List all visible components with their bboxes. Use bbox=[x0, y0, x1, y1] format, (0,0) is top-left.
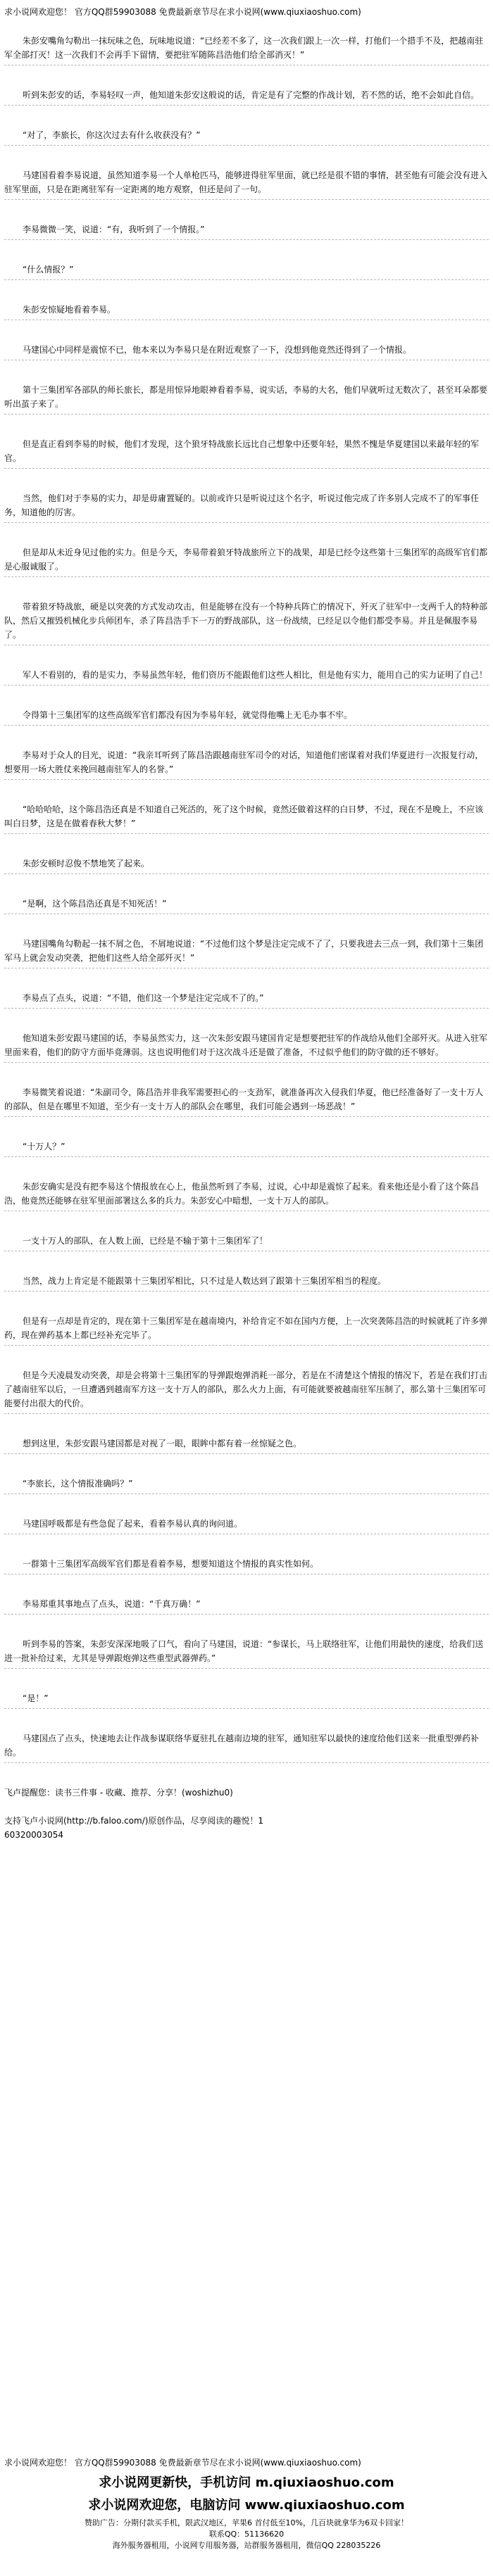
site-notice: 求小说网欢迎您！ 官方QQ群59903088 免费最新章节尽在求小说网(www.qiuxiaoshuo.com) bbox=[4, 7, 361, 17]
paragraph: 他知道朱彭安跟马建国的话，李易虽然实力，这一次朱彭安跟马建国肯定是想要把驻军的作战给从他们全部歼灭。从进入驻军里面来看，他们的防守方面毕竟薄弱。这也说明他们对于这次战斗还是做了准备，不过似乎他们的防守做的还不够好。 bbox=[4, 1031, 489, 1063]
paragraph: “是啊，这个陈昌浩还真是不知死活！” bbox=[4, 897, 489, 914]
paragraph: 马建国嘴角勾勒起一抹不屑之色，不屑地说道：“不过他们这个梦是注定完成不了了，只要我进去三点一到，我们第十三集团军马上就会发动突袭，把他们这些人给全部歼灭！” bbox=[4, 937, 489, 968]
paragraph: “十万人？” bbox=[4, 1139, 489, 1157]
paragraph: 但是直正看到李易的时候，他们才发现，这个狼牙特战旅长远比自己想象中还要年轻，果然不愧是华夏建国以来最年轻的军官。 bbox=[4, 437, 489, 469]
paragraph: 但是今天凌晨发动突袭，却是会将第十三集团军的导弹跟炮弹消耗一部分，若是在不清楚这个情报的情况下，若是在我们打击了越南驻军以后，一旦遭遇到越南军方这一支十万人的部队，那么火力上面，有可能就要被越南驻军压制了，那么第十三集团军可能要付出很大的代价。 bbox=[4, 1368, 489, 1414]
paragraph: “哈哈哈哈，这个陈昌浩还真是不知道自己死活的，死了这个时候，竟然还做着这样的白日梦，不过，现在不是晚上，不应该叫白日梦，这是在做着春秋大梦！” bbox=[4, 802, 489, 834]
paragraph: 军人不看别的，看的是实力，李易虽然年轻，他们资历不能跟他们这些人相比，但是他有实力，能用自己的实力证明了自己！ bbox=[4, 668, 489, 686]
paragraph: 李易郑重其事地点了点头，说道：“千真万确！” bbox=[4, 1597, 489, 1615]
footer-ad[interactable]: 海外服务器租用，小说网专用服务器，站群服务器租用，微信QQ 228035226 bbox=[112, 2541, 381, 2550]
paragraph: 马建国呼吸都是有些急促了起来，看着李易认真的询问道。 bbox=[4, 1517, 489, 1534]
footer-notice: 求小说网欢迎您！ 官方QQ群59903088 免费最新章节尽在求小说网(www.qiuxiaoshuo.com) bbox=[4, 2458, 361, 2468]
paragraph: 朱彭安惊疑地看着李易。 bbox=[4, 303, 489, 320]
paragraph: 朱彭安嘴角勾勒出一抹玩味之色，玩味地说道：“已经差不多了，这一次我们跟上一次一样，打他们一个措手不及，把越南驻军全部打灭！这一次我们不会再手下留情，要把驻军随陈昌浩他们给全部消灭！” bbox=[4, 34, 489, 65]
footer-pc-link[interactable]: 求小说网欢迎您，电脑访问 www.qiuxiaoshuo.com bbox=[88, 2498, 405, 2513]
paragraph: 带着狼牙特战旅，硬是以突袭的方式发动攻击，但是能够在没有一个特种兵阵亡的情况下，歼灭了驻军中一支两千人的特种部队，然后又摧毁机械化步兵师团车，杀了阵昌浩手下一万的野战部队，这一份战绩，已经足以令他们都受李易。并且是佩服李易了。 bbox=[4, 600, 489, 645]
paragraph: 听到朱彭安的话，李易轻叹一声，他知道朱彭安这般说的话，肯定是有了完整的作战计划，若不然的话，绝不会如此自信。 bbox=[4, 88, 489, 106]
footer-contact: 联系QQ：51136620 bbox=[208, 2530, 285, 2539]
chapter-content bbox=[0, 20, 493, 1842]
paragraph: 听到李易的答案，朱彭安深深地吸了口气，看向了马建国，说道：“参谋长，马上联络驻军，让他们用最快的速度，给我们送进一批补给过来，尤其是导弹跟炮弹这些重型武器弹药。” bbox=[4, 1637, 489, 1669]
site-footer bbox=[0, 2456, 493, 2551]
paragraph: “对了，李旅长，你这次过去有什么收获没有？” bbox=[4, 128, 489, 146]
paragraph: 朱彭安顿时忍俊不禁地笑了起来。 bbox=[4, 857, 489, 874]
paragraph: 当然，战力上肯定是不能跟第十三集团军相比，只不过是人数达到了跟第十三集团军相当的程度。 bbox=[4, 1274, 489, 1292]
footer-mobile-link[interactable]: 求小说网更新快，手机访问 m.qiuxiaoshuo.com bbox=[99, 2475, 394, 2490]
paragraph: 马建国点了点头，快速地去让作战参谋联络华夏驻扎在越南边境的驻军，通知驻军以最快的速度给他们送来一批重型弹药补给。 bbox=[4, 1731, 489, 1763]
paragraph: 第十三集团军各部队的师长旅长，都是用惊异地眼神看着李易，说实话，李易的大名，他们早就听过无数次了，甚至耳朵都要听出茧子来了。 bbox=[4, 383, 489, 415]
paragraph: 朱彭安确实是没有把李易这个情报放在心上，他虽然听到了李易，过说，心中却是震惊了起来。看来他还是小看了这个陈昌浩，他竟然还能够在驻军里面部署这么多的兵力。朱彭安心中暗想，一支十万人的部队。 bbox=[4, 1180, 489, 1211]
paragraph: 令得第十三集团军的这些高级军官们都没有因为李易年轻，就觉得他嘴上无毛办事不牢。 bbox=[4, 708, 489, 726]
closing-reminder: 飞卢提醒您：读书三件事 - 收藏、推荐、分享！(woshizhu0) bbox=[4, 1788, 233, 1798]
paragraph: 李易点了点头，说道：“不错，他们这一个梦是注定完成不了的。” bbox=[4, 991, 489, 1009]
paragraph: 马建国心中同样是震惊不已，他本来以为李易只是在附近观察了一下，没想到他竟然还得到了一个情报。 bbox=[4, 343, 489, 360]
paragraph: 李易对于众人的目光，说道：“我亲耳听到了陈昌浩跟越南驻军司令的对话，知道他们密谋着对我们华夏进行一次报复行动，想要用一场大胜仗来挽回越南驻军人的名誉。” bbox=[4, 748, 489, 780]
paragraph: 一支十万人的部队，在人数上面，已经是不输于第十三集团军了！ bbox=[4, 1234, 489, 1251]
paragraph: 一群第十三集团军高级军官们都是看着李易，想要知道这个情报的真实性如何。 bbox=[4, 1557, 489, 1574]
closing-id: 60320003054 bbox=[4, 1830, 63, 1840]
paragraph: 但是有一点却是肯定的，现在第十三集团军是在越南境内，补给肯定不如在国内方便，上一次突袭陈昌浩的时候就耗了许多弹药，现在弹药基本上都已经补充完毕了。 bbox=[4, 1314, 489, 1346]
paragraph: 但是却从未近身见过他的实力。但是今天，李易带着狼牙特战旅所立下的战果，却是已经令这些第十三集团军的高级军官们都是心服诚服了。 bbox=[4, 545, 489, 577]
paragraph: 马建国看着李易说道，虽然知道李易一个人单枪匹马，能够进得驻军里面，就已经是很不错的事情，甚至他有可能会没有进入驻军里面，只是在距离驻军有一定距离的地方观察，但还是问了一句。 bbox=[4, 168, 489, 200]
paragraph: 李易微笑着说道：“朱副司令，陈昌浩并非我军需要担心的一支劲军，就准备再次入侵我们华夏，他已经准备好了一支十万人的部队，但是在哪里不知道，至少有一支十万人的部队会在哪里，我们可能会遇到一场恶战！” bbox=[4, 1085, 489, 1117]
closing-support: 支持飞卢小说网(http://b.faloo.com/)原创作品，尽享阅读的趣悦！1 bbox=[4, 1816, 264, 1826]
paragraph: “李旅长，这个情报准确吗？” bbox=[4, 1477, 489, 1494]
paragraph: 当然，他们对于李易的实力，却是毋庸置疑的。以前或许只是听说过这个名字，听说过他完成了许多别人完成不了的军事任务，知道他的厉害。 bbox=[4, 491, 489, 523]
paragraph: “什么情报？” bbox=[4, 263, 489, 280]
footer-sponsor[interactable]: 赞助广告：分期付款买手机，限武汉地区，苹果6 首付低至10%，几百块就拿华为6双卡回家！ bbox=[85, 2518, 408, 2527]
paragraph: 李易微微一笑，说道：“有，我听到了一个情报。” bbox=[4, 222, 489, 240]
paragraph: “是！” bbox=[4, 1691, 489, 1709]
paragraph: 想到这里，朱彭安跟马建国都是对视了一眼，眼眸中都有着一丝惊疑之色。 bbox=[4, 1437, 489, 1454]
